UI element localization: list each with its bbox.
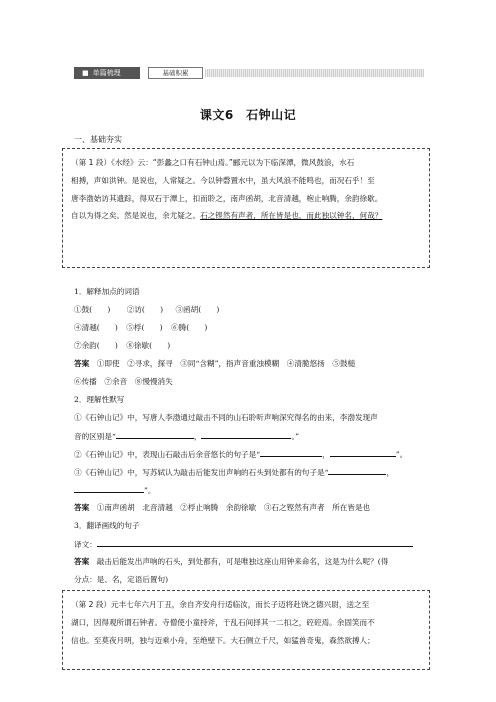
answer-label: 答案	[74, 557, 90, 566]
passage-line: （第 2 段）元丰七年六月丁丑，余自齐安舟行适临汝，而长子迈将赴饶之德兴尉，送之至	[71, 600, 370, 609]
question-2-item-1-cont: 音的区别是“ ， 。”	[74, 432, 300, 441]
fill-blank[interactable]	[330, 448, 396, 457]
fill-blank[interactable]	[201, 430, 291, 439]
section-heading: 一、基础夯实	[74, 135, 122, 144]
fill-blank[interactable]	[116, 430, 194, 439]
passage-line	[71, 207, 421, 225]
question-1-row	[74, 340, 170, 351]
passage-line: 唐李渤始访其遗踪，得双石于潭上，扣而聆之，南声函胡，北音清越，枹止响腾，余韵徐歇。	[71, 193, 383, 203]
translation-blank[interactable]	[97, 538, 413, 547]
passage-box-1	[62, 148, 430, 268]
vocab-item: ⑧徐歇( )	[126, 341, 171, 350]
question-1-answer	[74, 358, 355, 369]
vocab-item: ⑥腾( )	[171, 323, 208, 332]
prompt-text: 。”	[291, 432, 300, 441]
prompt-text: 音的区别是“	[74, 432, 116, 441]
question-2-stem: 2．理解性默写	[74, 395, 125, 404]
question-3-translation	[74, 538, 413, 550]
prompt-text: ”。	[144, 486, 156, 495]
section-header-bar	[74, 67, 424, 79]
prompt-text: ”。	[395, 450, 408, 459]
question-2-item-1: ①《石钟山记》中，写唐人李渤通过敲击不同的山石聆听声响深究得名的由来，李渤发现声	[74, 413, 378, 422]
vocab-item: ②访( )	[126, 305, 164, 314]
fill-blank[interactable]	[260, 448, 322, 457]
question-2-item-3: ③《石钟山记》中，写苏轼认为敲击后能发出声响的石头到处都有的句子是“ ，	[74, 468, 395, 477]
header-tab-secondary: 基础积累	[148, 67, 203, 79]
question-2-answer	[74, 502, 370, 513]
square-bullet-icon: ■	[82, 69, 89, 77]
prompt-text: ②《石钟山记》中，表现山石敲击后余音悠长的句子是“	[74, 450, 261, 459]
passage-text: 自以为得之矣。然是说也，余尤疑之。	[71, 211, 201, 221]
vocab-item: ①鼓( )	[74, 305, 111, 314]
vocab-item: ④清越( )	[74, 323, 118, 332]
answer-text: ①南声函胡 北音清越 ②桴止响腾 余韵徐歇 ③石之铿然有声者 所在皆是也	[96, 503, 371, 512]
answer-text: 敲击后能发出声响的石头，到处都有，可是唯独这座山用钟来命名，这是为什么呢？(得	[96, 557, 389, 566]
vocab-item: ⑦余韵( )	[74, 341, 118, 350]
header-decor-band	[205, 69, 424, 77]
header-tab-primary	[74, 67, 140, 79]
answer-text: ①即使 ②寻求，探寻 ③同“含糊”，指声音重浊模糊 ④清脆悠扬 ⑤鼓槌	[96, 359, 356, 368]
question-3-answer-cont: 分点：是、名，定语后置句)	[74, 575, 169, 584]
question-3-stem: 3．翻译画线的句子	[74, 521, 140, 530]
answer-label: 答案	[74, 359, 90, 368]
fill-blank[interactable]	[328, 466, 386, 475]
fill-blank[interactable]	[74, 484, 144, 493]
passage-box-2	[62, 590, 430, 670]
vocab-item: ③函胡( )	[175, 305, 220, 314]
question-3-answer	[74, 556, 388, 567]
passage-line: 湖口，因得观所谓石钟者。寺僧使小童持斧，于乱石间择其一二扣之，硿硿焉。余固笑而不	[71, 617, 375, 627]
question-1-stem: 1．解释加点的词语	[74, 287, 140, 296]
passage-line: 相搏，声如洪钟。是说也，人常疑之。今以钟磬置水中，虽大风浪不能鸣也，而况石乎！至	[71, 175, 375, 185]
question-2-item-2: ②《石钟山记》中，表现山石敲击后余音悠长的句子是“ ， ”。	[74, 450, 408, 459]
prompt-text: ③《石钟山记》中，写苏轼认为敲击后能发出声响的石头到处都有的句子是“	[74, 468, 329, 477]
question-2-item-3-cont	[74, 484, 155, 496]
header-tab-primary-label: 单篇梳理	[92, 69, 121, 77]
page-title: 课文6 石钟山记	[199, 108, 297, 122]
question-1-row	[74, 322, 207, 333]
question-1-answer-cont: ⑥传播 ⑦余音 ⑧慢慢消失	[74, 377, 173, 386]
question-1-row	[74, 304, 219, 315]
vocab-item: ⑤桴( )	[126, 323, 163, 332]
answer-label: 答案	[74, 503, 90, 512]
passage-line: 信也。至莫夜月明，独与迈乘小舟，至绝壁下。大石侧立千尺，如猛兽奇鬼，森然欲搏人；	[71, 635, 375, 645]
underlined-sentence: 石之铿然有声者，所在皆是也，而此独以钟名，何哉？	[200, 211, 383, 221]
translation-label: 译文：	[74, 540, 97, 549]
passage-line: （第 1 段）《水经》云：“彭蠡之口有石钟山焉。”郦元以为下临深潭，微风鼓浪，水石	[71, 158, 355, 167]
